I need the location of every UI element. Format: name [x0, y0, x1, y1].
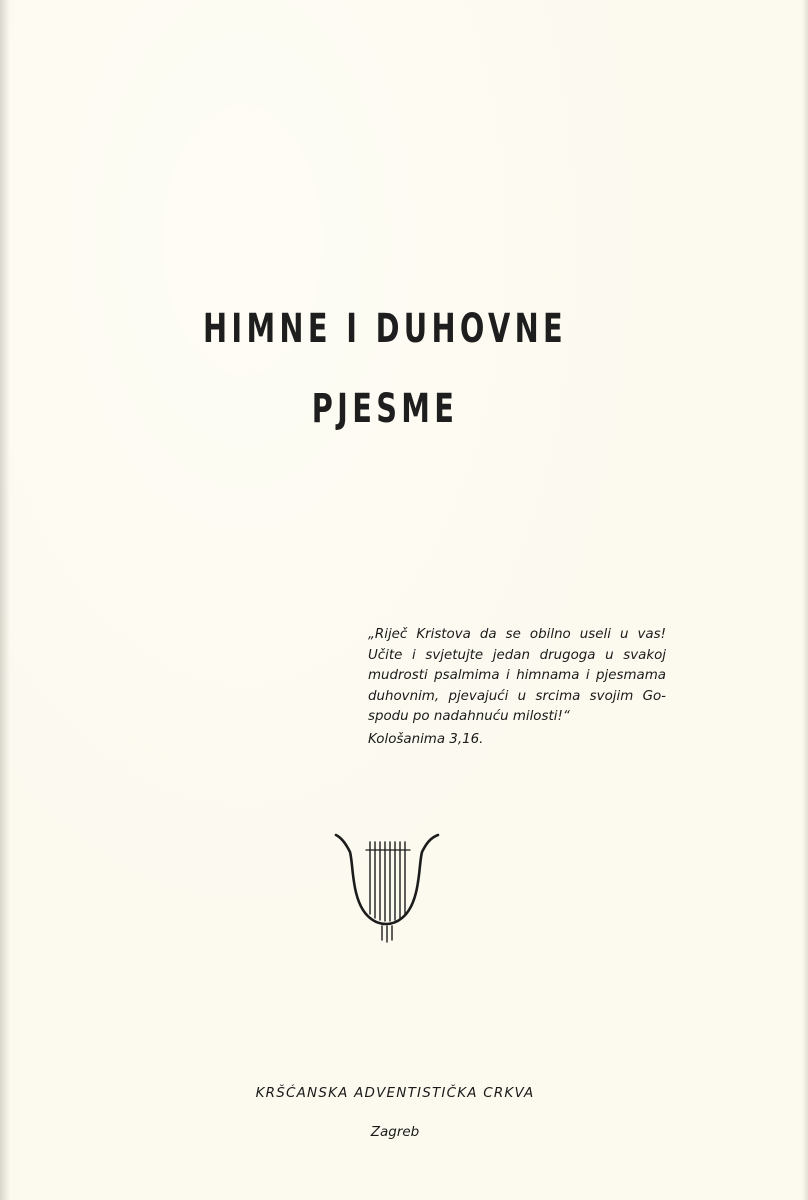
publisher-name: KRŠĆANSKA ADVENTISTIČKA CRKVA — [255, 1085, 535, 1101]
epigraph-line: spodu po nadahnuću milosti!“ — [368, 709, 570, 724]
epigraph-line: Učite i svjetujte jedan drugoga u svakoj — [368, 647, 666, 663]
lyre-icon — [330, 830, 446, 946]
epigraph — [368, 625, 666, 750]
title-line-1: HIMNE I DUHOVNE — [202, 306, 567, 352]
title-line-2: PJESME — [311, 386, 459, 432]
publisher-city: Zagreb — [370, 1124, 420, 1140]
page-left-edge — [0, 0, 10, 1200]
epigraph-line: duhovnim, pjevajući u srcima svojim Go- — [368, 688, 666, 704]
epigraph-line: „Riječ Kristova da se obilno useli u vas! — [368, 627, 666, 642]
page-right-edge — [802, 0, 808, 1200]
epigraph-reference: Kološanima 3,16. — [368, 731, 484, 747]
epigraph-line: mudrosti psalmima i himnama i pjesmama — [368, 668, 666, 683]
